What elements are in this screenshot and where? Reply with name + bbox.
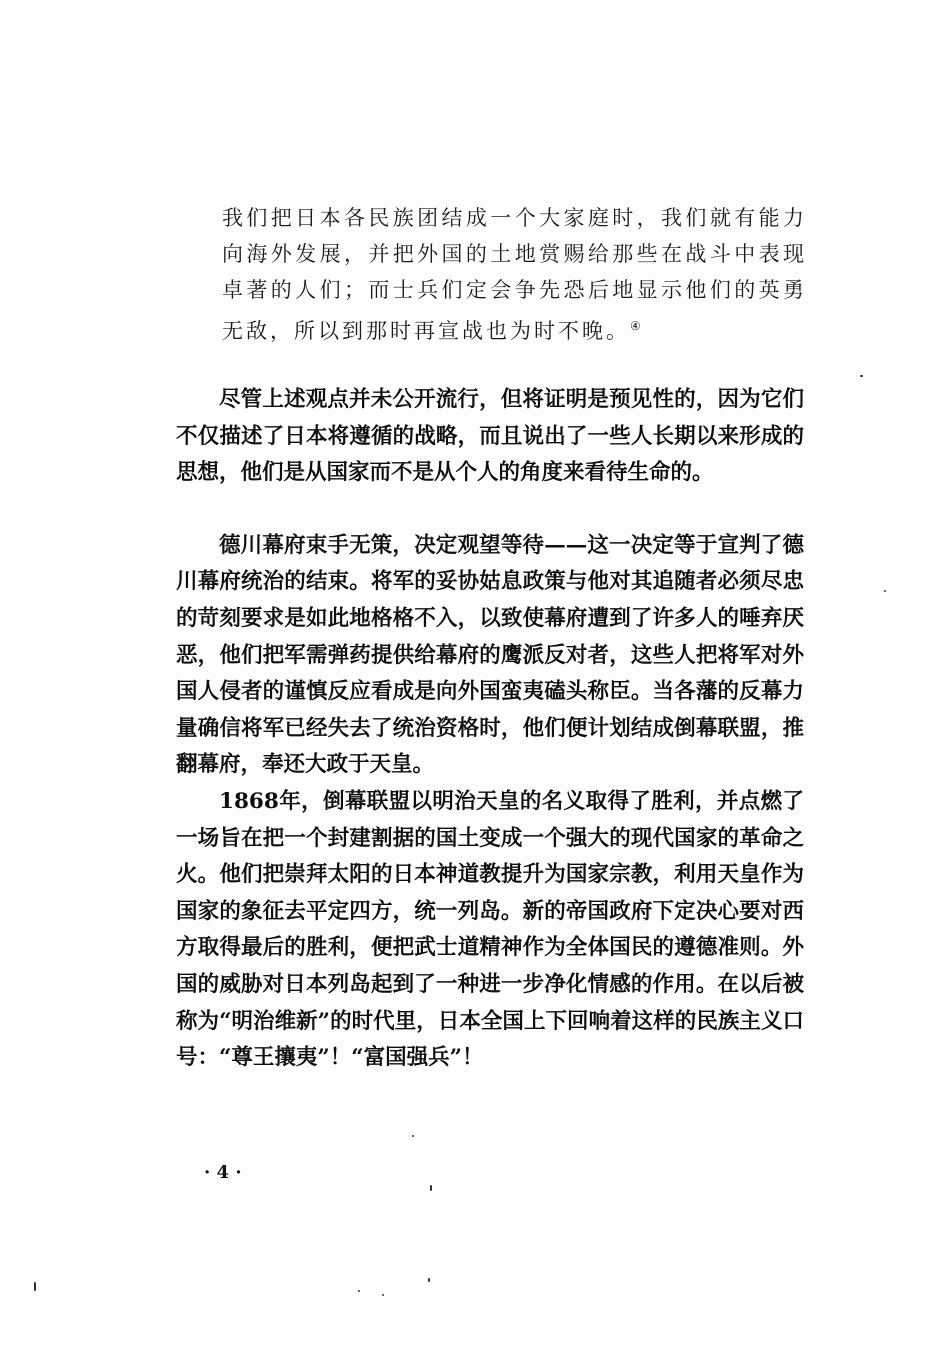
paragraph-1: 尽管上述观点并未公开流行，但将证明是预见性的，因为它们不仅描述了日本将遵循的战略，而且说出了一些人长期以来形成的思想，他们是从国家而不是从个人的角度来看待生命的。 [176,387,804,486]
scan-speck [884,590,886,592]
paragraph-3: 1868年，倒幕联盟以明治天皇的名义取得了胜利，并点燃了一场旨在把一个封建割据的国土变成一个强大的现代国家的革命之火。他们把崇拜太阳的日本神道教提升为国家宗教，利用天皇作为国家的象征去平定四方，统一列岛。新的帝国政府下定决心要对西方取得最后的胜利，便把武士道精神作为全体国民的遵德准则。外国的威胁对日本列岛起到了一种进一步净化情感的作用。在以后被称为“明治维新”的时代里，日本全国上下回响着这样的民族主义口号：“尊王攘夷”！“富国强兵”！ [176,788,804,1071]
scan-speck [428,1278,430,1282]
scan-speck [430,1185,432,1191]
page-number: · 4 · [204,1162,242,1183]
scan-speck [860,375,863,377]
block-quote [222,200,807,349]
scan-speck [358,1290,360,1292]
body-text [176,382,804,1077]
footnote-marker: ④ [630,319,641,333]
scan-speck [412,1135,414,1137]
paragraph-2: 德川幕府束手无策，决定观望等待——这一决定等于宣判了德川幕府统治的结束。将军的妥协姑息政策与他对其追随者必须尽忠的苛刻要求是如此地格格不入，以致使幕府遭到了许多人的唾弃厌恶，他们把军需弹药提供给幕府的鹰派反对者，这些人把将军对外国人侵者的谨慎反应看成是向外国蛮夷磕头称臣。当各藩的反幕力量确信将军已经失去了统治资格时，他们便计划结成倒幕联盟，推翻幕府，奉还大政于天皇。 [176,532,804,778]
scan-speck [382,1294,384,1296]
quote-text: 我们把日本各民族团结成一个大家庭时，我们就有能力向海外发展，并把外国的土地赏赐给那些在战斗中表现卓著的人们；而士兵们定会争先恐后地显示他们的英勇无敌，所以到那时再宣战也为时不晚。 [222,206,807,343]
scan-speck [34,1282,36,1291]
